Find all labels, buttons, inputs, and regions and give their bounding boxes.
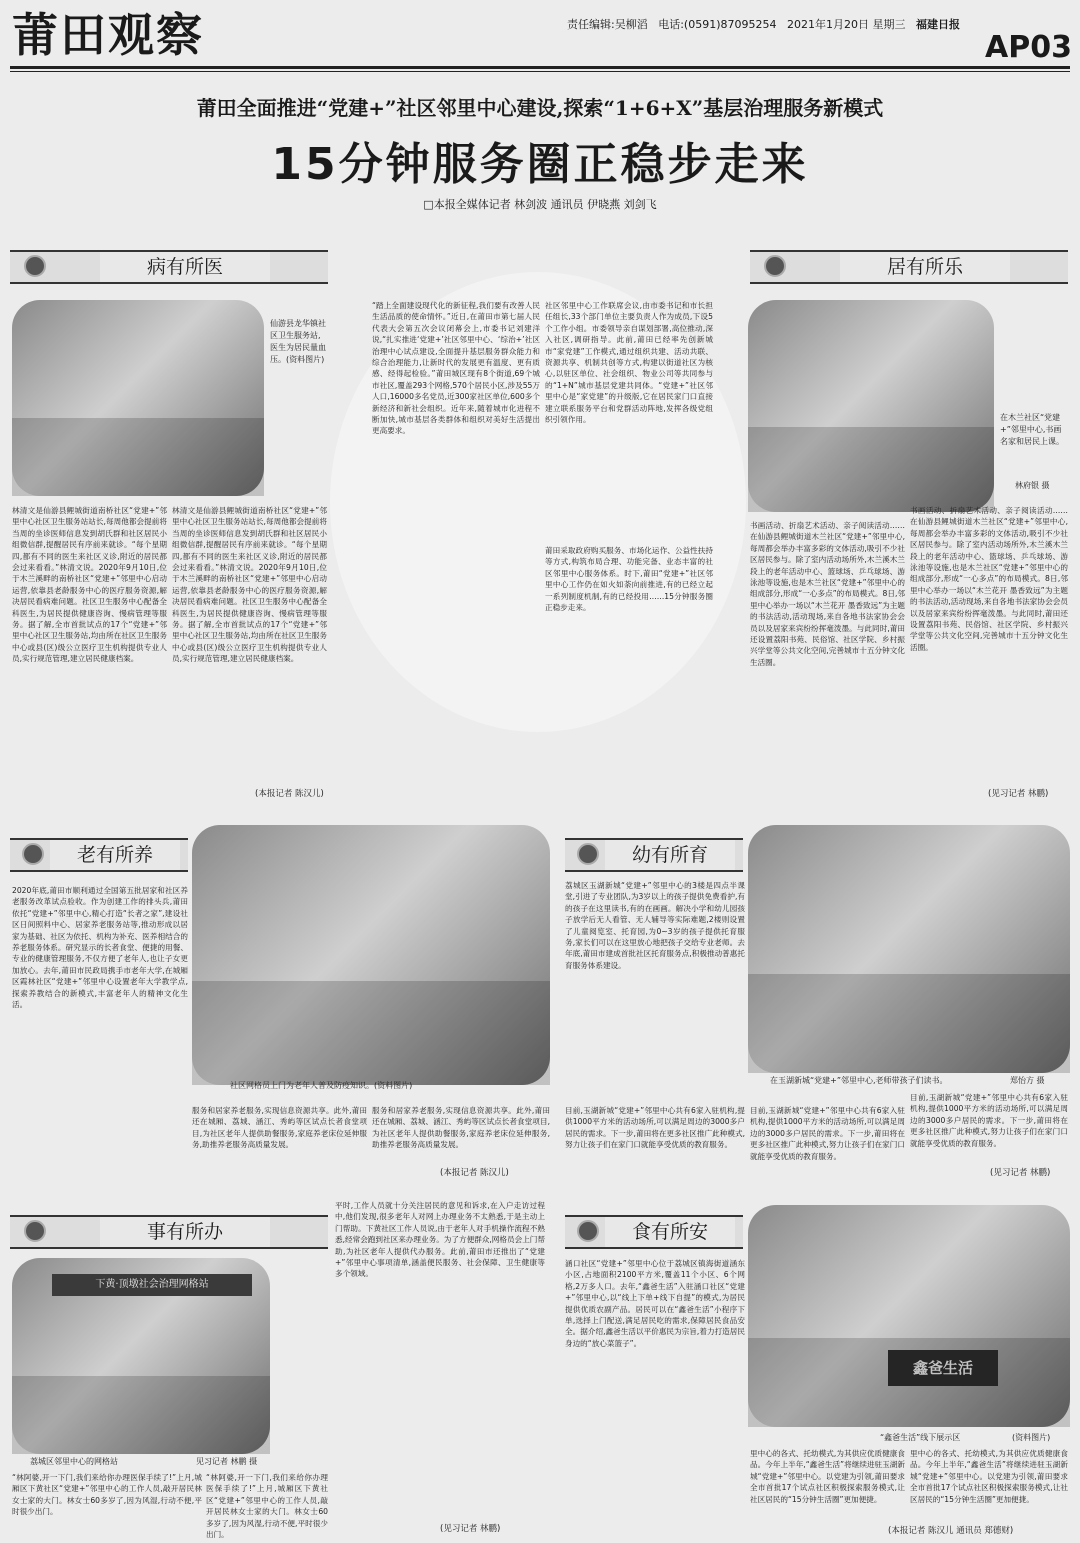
body-text-leisure: 书画活动、折扇艺术活动、亲子阅读活动……在仙游县鲤城街道木兰社区“党建+”邻里中心,每周都会举办丰富多彩的文体活动,吸引不少社区居民参与。除了室内活动场所外,木兰溪木兰段上的老年活动中心、篮球场、乒乓球场、游泳池等设施,也是木兰社区“党建+”邻里中心的组成部分,形成“一心多点”的布局模式。8日,邻里中心举办一场以“木兰花开 墨香致远”为主题的书法活动,活动现场,来自各地书法家协会会员以及居家来宾纷纷挥毫泼墨。与此同时,莆田还设置荔阳书苑、民俗馆、社区学院、乡村振兴学堂等公共文化空间,完善城市十五分钟文化生活圈。 [750, 521, 905, 667]
body-text-food-3: 里中心的各式、托幼模式,为其供应优质健康食品。今年上半年,“鑫爸生活”将继续进驻玉湖新城“党建+”邻里中心。以党建为引领,莆田要求全市首批17个试点社区积极探索服务模式,让社区居民的“15分钟生活圈”更加便捷。 [910, 1449, 1068, 1504]
section-title-food: 食有所安 [605, 1217, 735, 1247]
caption-food: “鑫爸生活”线下展示区 [880, 1433, 961, 1442]
body-text-affairs-2: “林阿婆,开一下门,我们来给你办理医保手续了!”上月,城厢区下黄社区“党建+”邻里中心的工作人员,敲开居民林女士家的大门。林女士60多岁了,因为风湿,行动不便,平时很少出门。 [12, 1473, 202, 1517]
photo-childcare [748, 825, 1070, 1073]
page-number: AP03 [985, 30, 1072, 65]
caption-elderly: 社区网格员上门为老年人普及防疫知识。(资料图片) [230, 1081, 413, 1090]
body-text-affairs: 平时,工作人员就十分关注居民的意见和诉求,在入户走访过程中,他们发现,很多老年人对网上办理业务不太熟悉,于是主动上门帮助。下黄社区工作人员说,由于老年人对手机操作流程不熟悉,经常会跑到社区来办理业务。为了方便群众,网格员会上门帮助,为社区老年人提供代办服务。此前,莆田市还推出了“党建+”邻里中心事项清单,涵盖便民服务、社会保障、卫生健康等多个领域。 [335, 1201, 545, 1279]
phone-number: 电话:(0591)87095254 [658, 18, 777, 31]
body-text-elderly: 2020年底,莆田市顺利通过全国第五批居家和社区养老服务改革试点验收。作为创建工作的排头兵,莆田依托“党建+”邻里中心,精心打造“长者之家”,建设社区日间照料中心、居家养老服务站等,推动形成以居家为基础、社区为依托、机构为补充、医养相结合的养老服务体系。研究显示的长者食堂、便捷的用餐、专业的健康管理服务,不仅方便了老年人,也让子女更加放心。去年,莆田市民政局携手市老年大学,在城厢区霞林社区“党建+”邻里中心设置老年大学教学点,探索养教结合的新模式,丰富老年人的精神文化生活。 [12, 886, 188, 1010]
body-text-food-2: 里中心的各式、托幼模式,为其供应优质健康食品。今年上半年,“鑫爸生活”将继续进驻玉湖新城“党建+”邻里中心。以党建为引领,莆田要求全市首批17个试点社区积极探索服务模式,让社区居民的“15分钟生活圈”更加便捷。 [750, 1449, 905, 1504]
photo-elderly [192, 825, 550, 1085]
caption-leisure: 在木兰社区“党建+”邻里中心,书画名家和居民上课。 [1000, 413, 1064, 446]
pushpin-icon [577, 843, 599, 865]
body-text-leisure-2: 书画活动、折扇艺术活动、亲子阅读活动……在仙游县鲤城街道木兰社区“党建+”邻里中心,每周都会举办丰富多彩的文体活动,吸引不少社区居民参与。除了室内活动场所外,木兰溪木兰段上的老年活动中心、篮球场、乒乓球场、游泳池等设施,也是木兰社区“党建+”邻里中心的组成部分,形成“一心多点”的布局模式。8日,邻里中心举办一场以“木兰花开 墨香致远”为主题的书法活动,活动现场,来自各地书法家协会会员以及居家来宾纷纷挥毫泼墨。与此同时,莆田还设置荔阳书苑、民俗馆、社区学院、乡村振兴学堂等公共文化空间,完善城市十五分钟文化生活圈。 [910, 506, 1068, 652]
photo-credit-affairs: 见习记者 林鹏 摄 [196, 1457, 258, 1466]
lead-text-3: 莆田采取政府购买服务、市场化运作、公益性扶持等方式,构筑布局合理、功能完备、业态丰富的社区邻里中心服务体系。时下,莆田“党建+”社区邻里中心工作仍在如火如荼向前推进,有的已经立起一系列制度机制,有的已经投用……15分钟服务圈正稳步走来。 [545, 546, 713, 613]
article-headline: 15分钟服务圈正稳步走来 [271, 139, 809, 190]
pushpin-icon [577, 1220, 599, 1242]
paper-logo: 福建日报 [916, 18, 960, 31]
photo-medical [12, 300, 264, 496]
header-rule [10, 66, 1070, 69]
article-byline: □本报全媒体记者 林剑波 通讯员 伊晓燕 刘剑飞 [423, 198, 657, 211]
photo-credit-leisure: 林府银 摄 [1015, 481, 1050, 490]
section-title-affairs: 事有所办 [100, 1217, 270, 1247]
pushpin-icon [24, 255, 46, 277]
grid-station-sign: 下黄·顶墩社会治理网格站 [52, 1274, 252, 1296]
header-info [255, 16, 960, 32]
body-text-food: 涵口社区“党建+”邻里中心位于荔城区镇海街道涵东小区,占地面积2100平方米,覆盖11个小区、6个网格,2万多人口。去年,“鑫爸生活”入驻涵口社区“党建+”邻里中心,以“线上下单+线下自提”的模式,为居民提供优质农副产品。居民可以在“鑫爸生活”小程序下单,选择上门配送,满足居民吃的需求,保障居民食品安全。据介绍,鑫爸生活以平价惠民为宗旨,着力打造居民身边的“放心菜篮子”。 [565, 1259, 745, 1348]
body-text-childcare-3: 目前,玉湖新城“党建+”邻里中心共有6家入驻机构,提供1000平方米的活动场所,可以满足周边的3000多户居民的需求。下一步,莆田将在更多社区推广此种模式,努力让孩子们在家门口就能享受优质的教育服务。 [750, 1106, 905, 1161]
credit-food: (本报记者 陈汉儿 通讯员 郑德财) [888, 1526, 1014, 1536]
credit-medical: (本报记者 陈汉儿) [255, 789, 324, 799]
body-text-medical-2: 林清文是仙游县鲤城街道南桥社区“党建+”邻里中心社区卫生服务站站长,每周他都会提前将当周的坐诊医师信息发到胡氏群和社区居民小组微信群,提醒居民有序前来就诊。“每个星期四,都有不同的医生来社区义诊,附近的居民都会过来看看。”林清文说。2020年9月10日,位于木兰溪畔的南桥社区“党建+”邻里中心启动运营,依靠县老龄服务中心的医疗服务资源,解决居民看病难问题。社区卫生服务中心配备全科医生,为居民提供健康咨询、慢病管理等服务。据了解,全市首批试点的17个“党建+”邻里中心社区卫生服务站,均由所在社区卫生服务中心或县(区)级公立医疗卫生机构提供专业人员,实行规范管理,建立居民健康档案。 [172, 506, 327, 664]
pushpin-icon [22, 843, 44, 865]
photo-food [748, 1205, 1070, 1427]
caption-medical: 仙游县龙华镇社区卫生服务站,医生为居民量血压。(资料图片) [270, 319, 326, 364]
lead-text-2: 社区邻里中心工作联席会议,由市委书记和市长担任组长,33个部门单位主要负责人作为成员,下设5个工作小组。市委领导亲自谋划部署,高位推动,深入社区,调研指导。此前,莆田已经率先创新城市“家党建”工作模式,通过组织共建、活动共联、资源共享、机制共创等方式,构建以街道社区为核心,以驻区单位、社会组织、物业公司等共同参与的“1+N”城市基层党建共同体。“党建+”社区邻里中心是“家党建”的升级版,它在居民家门口直接建立联系服务平台和党群活动阵地,发挥各级党组织引领作用。 [545, 301, 713, 425]
store-sign: 鑫爸生活 [888, 1350, 998, 1386]
section-title-childcare: 幼有所育 [605, 840, 735, 870]
photo-credit-childcare: 郑怡方 摄 [1010, 1076, 1045, 1085]
section-title-leisure: 居有所乐 [840, 252, 1010, 282]
body-text-childcare-4: 目前,玉湖新城“党建+”邻里中心共有6家入驻机构,提供1000平方米的活动场所,可以满足周边的3000多户居民的需求。下一步,莆田将在更多社区推广此种模式,努力让孩子们在家门口就能享受优质的教育服务。 [910, 1093, 1068, 1148]
issue-date: 2021年1月20日 星期三 [787, 18, 906, 31]
article-subhead: 莆田全面推进“党建+”社区邻里中心建设,探索“1+6+X”基层治理服务新模式 [196, 96, 884, 120]
photo-credit-food: (资料图片) [1012, 1433, 1051, 1442]
pushpin-icon [24, 1220, 46, 1242]
section-title-medical: 病有所医 [100, 252, 270, 282]
body-text-childcare: 荔城区玉湖新城“党建+”邻里中心的3楼是四点半课堂,引进了专业团队,为3岁以上的孩子提供免费看护,有的孩子在这里读书,有的在画画。解决小学和幼儿园孩子放学后无人看管、无人辅导等实际难题,2楼则设置了儿童阅览室、托育园,为0~3岁的孩子提供托育服务,家长们可以在这里放心地把孩子交给专业老师。去年底,莆田市建成首批社区托育服务点,积极推动普惠托育服务体系建设。 [565, 881, 745, 970]
credit-elderly: (本报记者 陈汉儿) [440, 1168, 509, 1178]
editor-credit: 责任编辑:吴柳滔 [567, 18, 648, 31]
body-text-medical: 林清文是仙游县鲤城街道南桥社区“党建+”邻里中心社区卫生服务站站长,每周他都会提前将当周的坐诊医师信息发到胡氏群和社区居民小组微信群,提醒居民有序前来就诊。“每个星期四,都有不同的医生来社区义诊,附近的居民都会过来看看。”林清文说。2020年9月10日,位于木兰溪畔的南桥社区“党建+”邻里中心启动运营,依靠县老龄服务中心的医疗服务资源,解决居民看病难问题。社区卫生服务中心配备全科医生,为居民提供健康咨询、慢病管理等服务。据了解,全市首批试点的17个“党建+”邻里中心社区卫生服务站,均由所在社区卫生服务中心或县(区)级公立医疗卫生机构提供专业人员,实行规范管理,建立居民健康档案。 [12, 506, 167, 664]
lead-text-1: “踏上全面建设现代化的新征程,我们要有改善人民生活品质的使命情怀。”近日,在莆田市第七届人民代表大会第五次会议闭幕会上,市委书记刘建洋说,“扎实推进‘党建+’社区邻里中心、‘综治+’社区治理中心试点建设,全面提升基层服务群众能力和综合治理能力,让新时代的发展更有温度、更有质感、经得起检验。”莆田城区现有8个街道,69个城市社区,覆盖293个网格,570个居民小区,涉及55万人口,16000多名党员,近300家社区单位,600多个新经济和新社会组织。近年来,随着城市化进程不断加快,城市基层各类群体和组织对美好生活提出更高要求。 [372, 301, 540, 436]
body-text-elderly-2: 服务和居家养老服务,实现信息资源共享。此外,莆田还在城厢、荔城、涵江、秀屿等区试点长者食堂项目,为社区老年人提供助餐服务,家庭养老床位延伸服务,助推养老服务高质量发展。 [192, 1106, 367, 1150]
body-text-elderly-3: 服务和居家养老服务,实现信息资源共享。此外,莆田还在城厢、荔城、涵江、秀屿等区试点长者食堂项目,为社区老年人提供助餐服务,家庭养老床位延伸服务,助推养老服务高质量发展。 [372, 1106, 550, 1150]
caption-childcare: 在玉湖新城“党建+”邻里中心,老师带孩子们读书。 [770, 1076, 948, 1085]
section-title-elderly: 老有所养 [50, 840, 180, 870]
credit-leisure: (见习记者 林鹏) [988, 789, 1049, 799]
photo-leisure [748, 300, 994, 512]
body-text-affairs-3: “林阿婆,开一下门,我们来给你办理医保手续了!”上月,城厢区下黄社区“党建+”邻里中心的工作人员,敲开居民林女士家的大门。林女士60多岁了,因为风湿,行动不便,平时很少出门。 [206, 1473, 328, 1540]
credit-affairs: (见习记者 林鹏) [440, 1524, 501, 1534]
credit-childcare: (见习记者 林鹏) [990, 1168, 1051, 1178]
pushpin-icon [764, 255, 786, 277]
masthead: 莆田观察 [12, 8, 204, 62]
header-rule-thin [10, 71, 1070, 72]
photo-affairs [12, 1258, 270, 1454]
caption-affairs: 荔城区邻里中心的网格站 [30, 1457, 118, 1466]
body-text-childcare-2: 目前,玉湖新城“党建+”邻里中心共有6家入驻机构,提供1000平方米的活动场所,可以满足周边的3000多户居民的需求。下一步,莆田将在更多社区推广此种模式,努力让孩子们在家门口就能享受优质的教育服务。 [565, 1106, 745, 1150]
